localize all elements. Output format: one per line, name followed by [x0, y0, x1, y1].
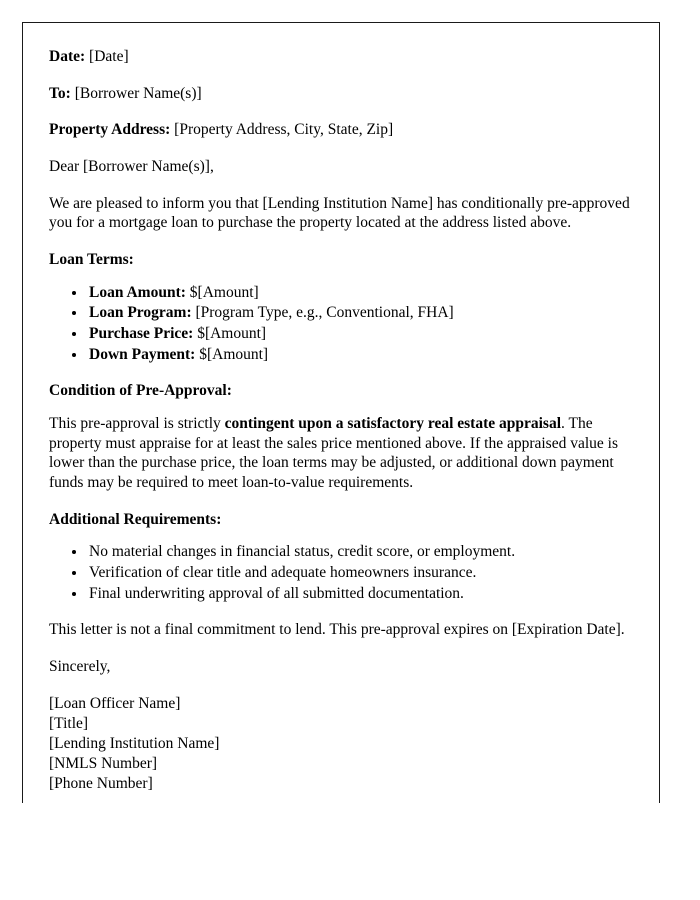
purchase-price-label: Purchase Price: [89, 325, 194, 343]
field-to [49, 84, 633, 104]
list-item: • Verification of clear title and adequate homeowners insurance. [87, 563, 633, 583]
list-item: • Final underwriting approval of all submitted documentation. [87, 584, 633, 604]
closing: Sincerely, [49, 658, 111, 676]
loan-amount-value: $[Amount] [189, 283, 259, 301]
signature-officer-name: [Loan Officer Name] [49, 694, 181, 712]
signature-phone-number: [Phone Number] [49, 775, 153, 793]
field-property-address-value: [Property Address, City, State, Zip] [174, 121, 394, 139]
disclaimer-paragraph: This letter is not a final commitment to lend. This pre-approval expires on [Expiration Date]. [49, 621, 625, 639]
list-item: • No material changes in financial status, credit score, or employment. [87, 542, 633, 562]
list-item [87, 283, 633, 303]
down-payment-label: Down Payment: [89, 345, 196, 363]
condition-text-before: This pre-approval is strictly [49, 415, 225, 433]
intro-paragraph: We are pleased to inform you that [Lending Institution Name] has conditionally pre-approved you for a mortgage loan to purchase the property located at the address listed above. [49, 194, 630, 232]
down-payment-value: $[Amount] [199, 345, 269, 363]
salutation: Dear [Borrower Name(s)], [49, 158, 214, 176]
field-date-value: [Date] [89, 48, 129, 65]
loan-program-value: [Program Type, e.g., Conventional, FHA] [195, 304, 454, 322]
loan-program-label: Loan Program: [89, 304, 192, 322]
condition-heading: Condition of Pre-Approval: [49, 382, 232, 400]
list-item [87, 345, 633, 365]
condition-bold-phrase: contingent upon a satisfactory real estate appraisal [224, 415, 562, 433]
condition-text-after: . The property must appraise for at least the sales price mentioned above. If the appraised value is lower than the purchase price, the loan terms may be adjusted, or additional down payment funds may be required to meet loan-to-value requirements. [49, 415, 618, 492]
list-item [87, 324, 633, 344]
field-date [49, 47, 633, 67]
signature-nmls-number: [NMLS Number] [49, 755, 158, 773]
signature-institution: [Lending Institution Name] [49, 735, 220, 753]
purchase-price-value: $[Amount] [197, 325, 267, 343]
field-property-address [49, 120, 633, 140]
field-property-address-label: Property Address: [49, 121, 171, 139]
list-item [87, 303, 633, 323]
signature-block [49, 694, 633, 795]
additional-requirements-heading: Additional Requirements: [49, 510, 222, 528]
signature-title: [Title] [49, 714, 89, 732]
loan-terms-list [49, 283, 633, 365]
loan-amount-label: Loan Amount: [89, 283, 186, 301]
condition-paragraph [49, 414, 633, 493]
letter-body [23, 23, 659, 794]
additional-requirements-list [49, 542, 633, 603]
field-to-label: To: [49, 84, 71, 102]
field-to-value: [Borrower Name(s)] [74, 84, 202, 102]
document-page-frame [22, 22, 660, 803]
field-date-label: Date: [49, 48, 86, 65]
loan-terms-heading: Loan Terms: [49, 251, 134, 269]
